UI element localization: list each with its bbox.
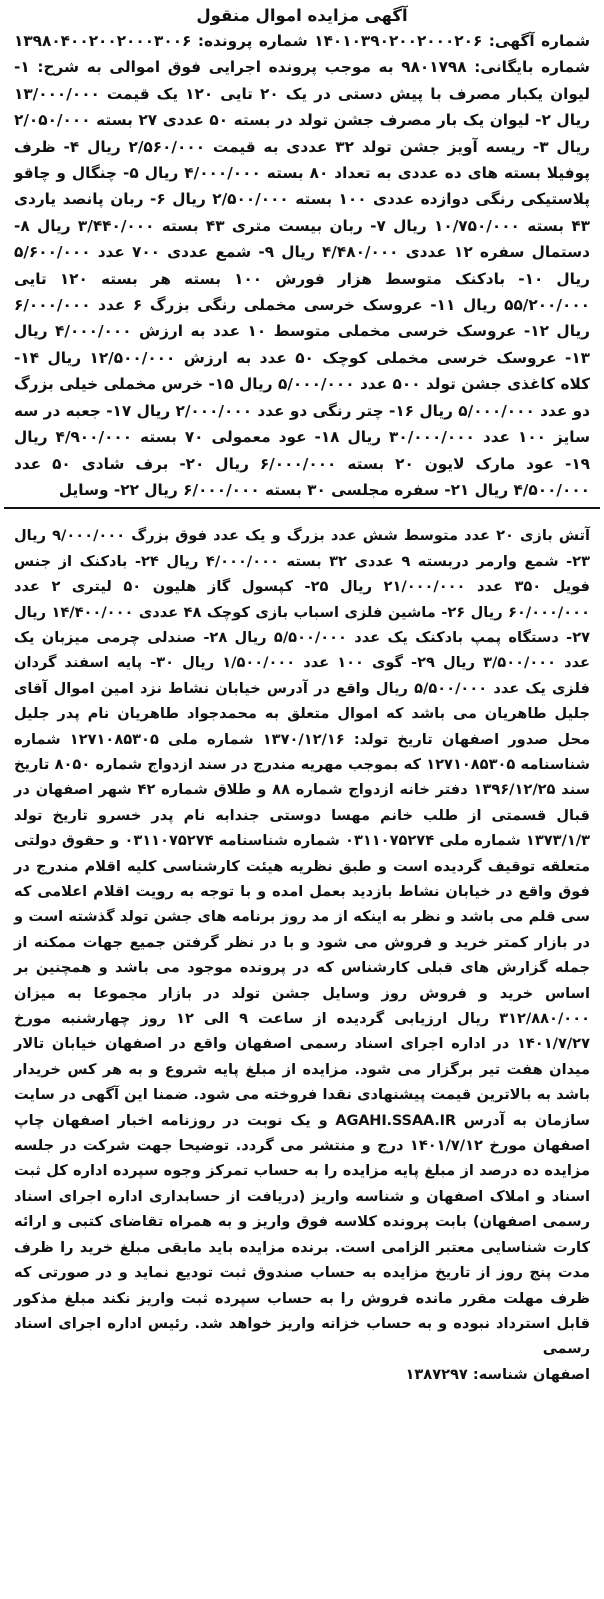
notice-body-part2: آتش بازی ۲۰ عدد متوسط شش عدد بزرگ و یک عدد فوق بزرگ ۹/۰۰۰/۰۰۰ ریال ۲۳- شمع وارمر دربسته ۹ عددی ۳۲ بسته ۴/۰۰۰/۰۰۰ ریال ۲۴- بادکنک از جنس فویل ۳۵۰ عدد ۲۱/۰۰۰/۰۰۰ ریال ۲۵- کپسول گاز هلیون ۵۰ لیتری ۲ عدد ۶۰/۰۰۰/۰۰۰ ریال ۲۶- ماشین فلزی اسباب بازی کوچک ۴۸ عددی ۱۴/۴۰۰/۰۰۰ ریال ۲۷- دستگاه پمپ بادکنک یک عدد ۵/۵۰۰/۰۰۰ ریال ۲۸- صندلی چرمی میزبان یک عدد ۳/۵۰۰/۰۰۰ ریال ۲۹- گوی ۱۰۰ عدد ۱/۵۰۰/۰۰۰ ریال ۳۰- پایه اسفند گردان فلزی یک عدد ۵/۵۰۰/۰۰۰ ریال واقع در آدرس خیابان نشاط نزد امین اموال آقای جلیل طاهریان می باشد که اموال متعلق به محمدجواد طاهریان نام پدر جلیل محل صدور اصفهان تاریخ تولد: ۱۳۷۰/۱۲/۱۶ شماره ملی ۱۲۷۱۰۸۵۳۰۵ شماره شناسنامه ۱۲۷۱۰۸۵۳۰۵ که بموجب مهریه مندرج در سند ازدواج شماره ۸۰۵۰ تاریخ سند ۱۳۹۶/۱۲/۲۵ دفتر خانه ازدواج شماره ۸۸ و طلاق شماره ۴۲ شهر اصفهان در قبال قسمتی از طلب خانم مهسا دوستی جندابه نام پدر خسرو تاریخ تولد ۱۳۷۳/۱/۳ شماره ملی ۰۳۱۱۰۷۵۲۷۴ شماره شناسنامه ۰۳۱۱۰۷۵۲۷۴ و حقوق دولتی متعلقه توقیف گردیده است و طبق نظریه هیئت کارشناسی کلیه اقلام مندرج در فوق واقع در خیابان نشاط بازدید بعمل امده و با توجه به رویت اقلام اعلامی که سی قلم می باشد و نظر به اینکه از مد روز برنامه های جشن تولد گذشته است و در بازار کمتر خرید و فروش می شود و با در نظر گرفتن جمیع جهات ممکنه از جمله گزارش های قبلی کارشناس که در پرونده موجود می باشد و همچنین بر اساس خرید و فروش روز وسایل جشن تولد در بازار مجموعا به میزان ۳۱۲/۸۸۰/۰۰۰ ریال ارزیابی گردیده از ساعت ۹ الی ۱۲ روز چهارشنبه مورخ ۱۴۰۱/۷/۲۷ در اداره اجرای اسناد رسمی اصفهان واقع در اصفهان خیابان تالار میدان هفت تیر برگزار می شود. مزایده از مبلغ پایه شروع و به هر کس خریدار باشد به بالاترین قیمت پیشنهادی نقدا فروخته می شود. ضمنا این آگهی در سایت سازمان به آدرس AGAHI.SSAA.IR و یک نوبت در روزنامه اخبار اصفهان چاپ اصفهان مورخ ۱۴۰۱/۷/۱۲ درج و منتشر می گردد. توضیحا جهت شرکت در جلسه مزایده ده درصد از مبلغ پایه مزایده را به حساب تمرکز وجوه سپرده اداره کل ثبت اسناد و املاک اصفهان و شناسه واریز (دریافت از حسابداری اداره اجرای اسناد رسمی اصفهان) بابت پرونده کلاسه فوق واریز و به همراه تقاضای کتبی و ارائه کارت شناسایی معتبر الزامی است. برنده مزایده باید مابقی مبلغ خرید را ظرف مدت پنج روز از تاریخ مزایده به حساب صندوق ثبت تودیع نماید و در صورتی که ظرف مهلت مقرر مانده فروش را به حساب سپرده ثبت واریز نکند مبلغ مذکور قابل استرداد نبوده و به حساب خزانه واریز خواهد شد. رئیس اداره اجرای اسناد رسمی [14, 527, 591, 1358]
notice-signature: اصفهان شناسه: ۱۳۸۷۲۹۷ [405, 1365, 590, 1383]
notice-body-part1: شماره آگهی: ۱۴۰۱۰۳۹۰۲۰۰۲۰۰۰۲۰۶ شماره پرونده: ۱۳۹۸۰۴۰۰۲۰۰۲۰۰۰۳۰۰۶ شماره بایگانی: ۹۸۰۱۷۹۸ به موجب پرونده اجرایی فوق اموالی به شرح: ۱- لیوان یکبار مصرف با پیش دستی در یک ۲۰ تایی ۱۲۰ یک قیمت ۱۳/۰۰۰/۰۰۰ ریال ۲- لیوان یک بار مصرف جشن تولد در بسته ۵۰ عددی ۲۷ بسته ۲/۰۵۰/۰۰۰ ریال ۳- ریسه آویز جشن تولد ۳۲ عددی به قیمت ۲/۵۶۰/۰۰۰ ریال ۴- ظرف پوفیلا بسته های ده عددی به تعداد ۸۰ بسته ۴/۰۰۰/۰۰۰ ریال ۵- چنگال و چاقو پلاستیکی رنگی دوازده عددی ۱۰۰ بسته ۲/۵۰۰/۰۰۰ ریال ۶- ربان پانصد یاردی ۴۳ بسته ۱۰/۷۵۰/۰۰۰ ریال ۷- ربان بیست متری ۴۳ بسته ۳/۴۴۰/۰۰۰ ریال ۸- دستمال سفره ۱۲ عددی ۴/۴۸۰/۰۰۰ ریال ۹- شمع عددی ۷۰۰ عدد ۵/۶۰۰/۰۰۰ ریال ۱۰- بادکنک متوسط هزار فورش ۱۰۰ بسته هر بسته ۱۲۰ تایی ۵۵/۲۰۰/۰۰۰ ریال ۱۱- عروسک خرسی مخملی رنگی بزرگ ۶ عدد ۶/۰۰۰/۰۰۰ ریال ۱۲- عروسک خرسی مخملی متوسط ۱۰ عدد به ارزش ۴/۰۰۰/۰۰۰ ریال ۱۳- عروسک خرسی مخملی کوچک ۵۰ عدد به ارزش ۱۲/۵۰۰/۰۰۰ ریال ۱۴- کلاه کاغذی جشن تولد ۵۰۰ عدد ۵/۰۰۰/۰۰۰ ریال ۱۵- خرس مخملی خیلی بزرگ دو عدد ۵/۰۰۰/۰۰۰ ریال ۱۶- چتر رنگی دو عدد ۲/۰۰۰/۰۰۰ ریال ۱۷- جعبه در سه سایز ۱۰۰ عدد ۳۰/۰۰۰/۰۰۰ ریال ۱۸- عود معمولی ۷۰ بسته ۴/۹۰۰/۰۰۰ ریال ۱۹- عود مارک لایون ۲۰ بسته ۶/۰۰۰/۰۰۰ ریال ۲۰- برف شادی ۵۰ عدد ۴/۵۰۰/۰۰۰ ریال ۲۱- سفره مجلسی ۳۰ بسته ۶/۰۰۰/۰۰۰ ریال ۲۲- وسایل [14, 32, 591, 499]
column-divider [4, 507, 600, 509]
notice-title: آگهی مزایده اموال منقول [196, 6, 408, 25]
